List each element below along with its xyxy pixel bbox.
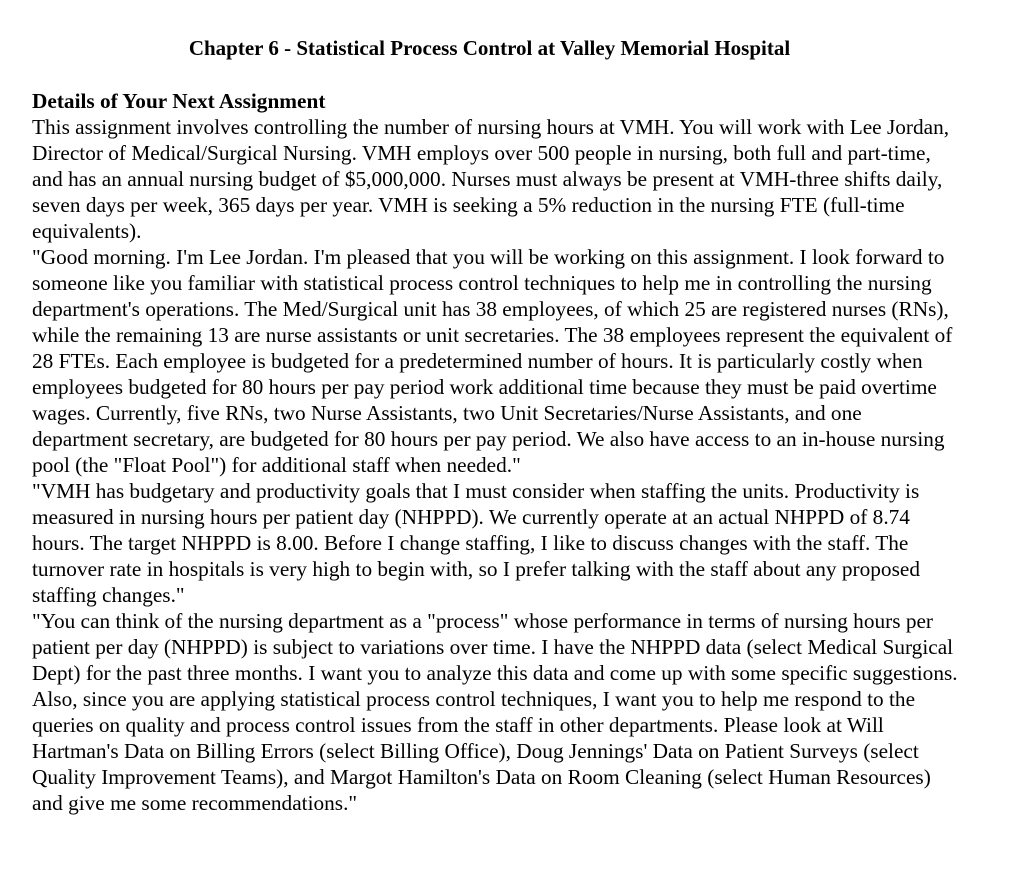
lee-jordan-greeting-paragraph: "Good morning. I'm Lee Jordan. I'm pleased that you will be working on this assignment. I look forward to someone like you familiar with statistical process control techniques to help me in controlling the nursing department's operations. The Med/Surgical unit has 38 employees, of which 25 are registered nurses (RNs), while the remaining 13 are nurse assistants or unit secretaries. The 38 employees represent the equivalent of 28 FTEs. Each employee is budgeted for a predetermined number of hours. It is particularly costly when employees budgeted for 80 hours per pay period work additional time because they must be paid overtime wages. Currently, five RNs, two Nurse Assistants, two Unit Secretaries/Nurse Assistants, and one department secretary, are budgeted for 80 hours per pay period. We also have access to an in-house nursing pool (the "Float Pool") for additional staff when needed." xyxy=(32,245,953,477)
document-body xyxy=(32,88,962,816)
page-title: Chapter 6 - Statistical Process Control at Valley Memorial Hospital xyxy=(188,36,791,60)
productivity-goals-paragraph: "VMH has budgetary and productivity goals that I must consider when staffing the units. Productivity is measured in nursing hours per patient day (NHPPD). We currently operate at an actual NHPPD of 8.74 hours. The target NHPPD is 8.00. Before I change staffing, I like to discuss changes with the staff. The turnover rate in hospitals is very high to begin with, so I prefer talking with the staff about any proposed staffing changes." xyxy=(32,479,920,607)
process-analysis-paragraph: "You can think of the nursing department as a "process" whose performance in terms of nursing hours per patient per day (NHPPD) is subject to variations over time. I have the NHPPD data (select Medical Surgical Dept) for the past three months. I want you to analyze this data and come up with some specific suggestions. Also, since you are applying statistical process control techniques, I want you to help me respond to the queries on quality and process control issues from the staff in other departments. Please look at Will Hartman's Data on Billing Errors (select Billing Office), Doug Jennings' Data on Patient Surveys (select Quality Improvement Teams), and Margot Hamilton's Data on Room Cleaning (select Human Resources) and give me some recommendations." xyxy=(32,609,958,815)
section-heading: Details of Your Next Assignment xyxy=(32,89,326,113)
assignment-intro-paragraph: This assignment involves controlling the number of nursing hours at VMH. You will work with Lee Jordan, Director of Medical/Surgical Nursing. VMH employs over 500 people in nursing, both full and part-time, and has an annual nursing budget of $5,000,000. Nurses must always be present at VMH-three shifts daily, seven days per week, 365 days per year. VMH is seeking a 5% reduction in the nursing FTE (full-time equivalents). xyxy=(32,115,950,243)
